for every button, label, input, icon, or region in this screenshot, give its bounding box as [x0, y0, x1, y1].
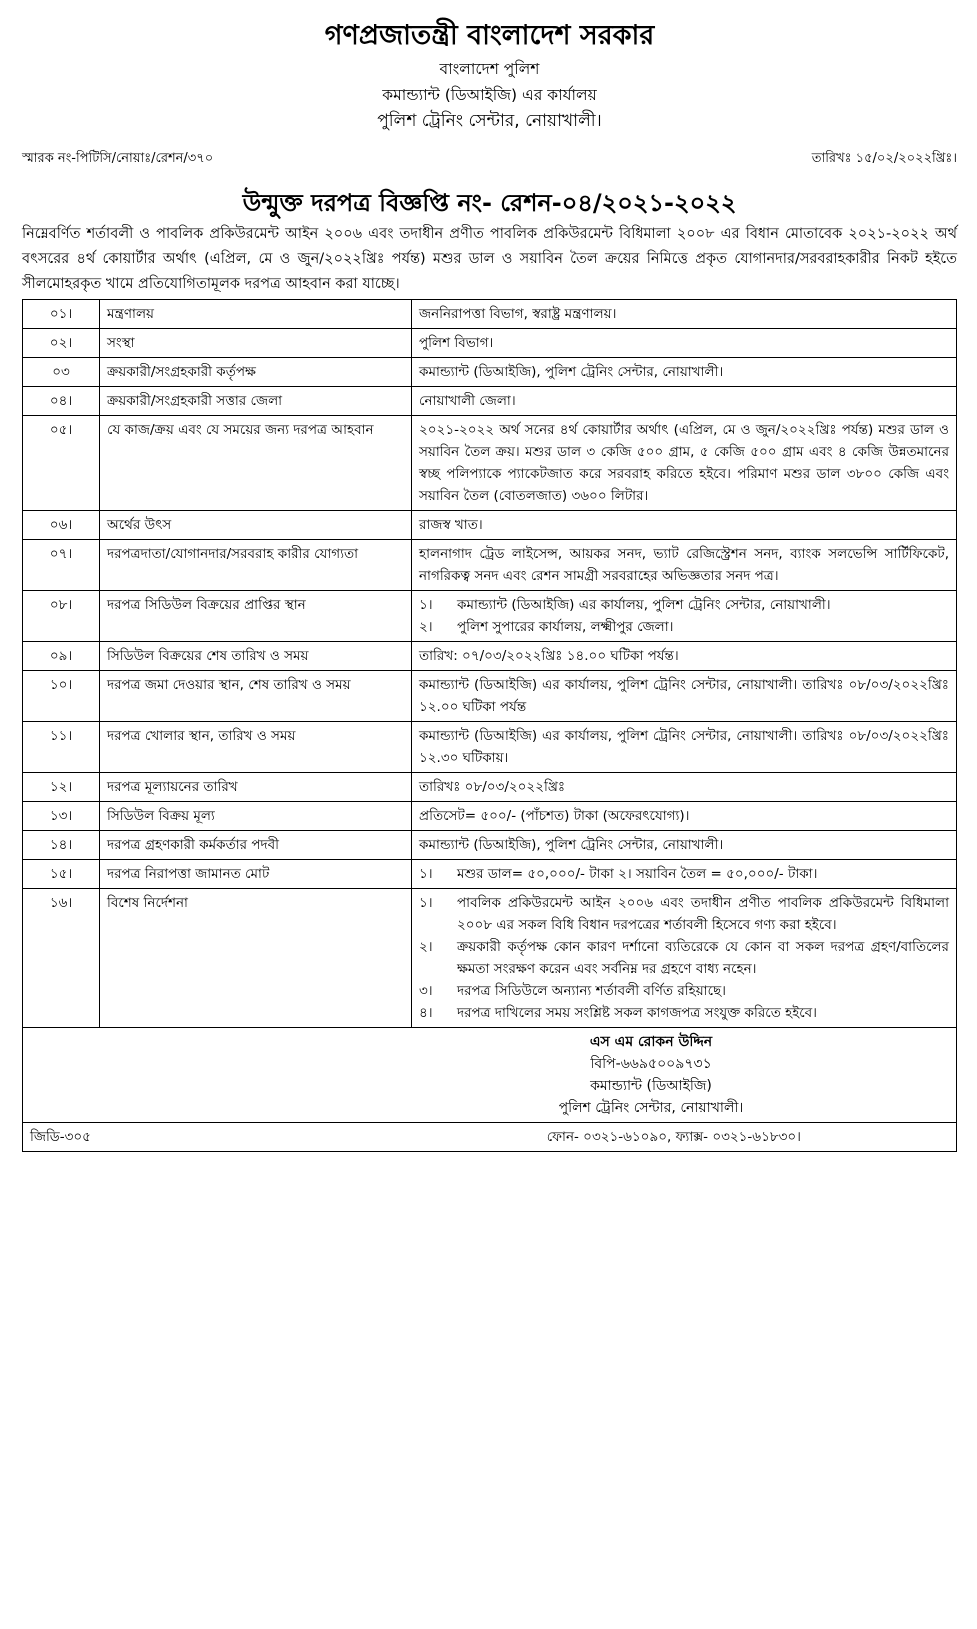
memo-row: [22, 148, 957, 170]
tender-table: [22, 299, 957, 1152]
row-item: ক্রয়কারী/সংগ্রহকারী কর্তৃপক্ষ: [100, 358, 412, 387]
row-value: নোয়াখালী জেলা।: [412, 387, 957, 416]
table-row: [23, 416, 957, 511]
row-number: ০৬।: [23, 511, 100, 540]
row-value: কমান্ড্যান্ট (ডিআইজি) এর কার্যালয়, পুলিশ ট্রেনিং সেন্টার, নোয়াখালী। তারিখঃ ০৮/০৩/২০২২খ্রিঃ ১২.৩০ ঘটিকায়।: [412, 722, 957, 773]
row-value: তারিখঃ ০৮/০৩/২০২২খ্রিঃ: [412, 773, 957, 802]
sub-item: [419, 594, 949, 616]
row-value: [412, 889, 957, 1028]
row-item: দরপত্র গ্রহণকারী কর্মকর্তার পদবী: [100, 831, 412, 860]
government-title: গণপ্রজাতন্ত্রী বাংলাদেশ সরকার: [324, 20, 655, 51]
sub-item-number: ১।: [419, 866, 433, 882]
table-row: [23, 540, 957, 591]
department-line: বাংলাদেশ পুলিশ: [439, 60, 540, 78]
signatory-designation: কমান্ড্যান্ট (ডিআইজি): [590, 1078, 712, 1094]
row-item: মন্ত্রণালয়: [100, 300, 412, 329]
row-number: ১১।: [23, 722, 100, 773]
row-value: রাজস্ব খাত।: [412, 511, 957, 540]
row-number: ১৬।: [23, 889, 100, 1028]
notice-title: উন্মুক্ত দরপত্র বিজ্ঞপ্তি নং- রেশন-০৪/২০২১-২০২২: [242, 189, 737, 217]
office-line: কমান্ড্যান্ট (ডিআইজি) এর কার্যালয়: [382, 86, 597, 104]
row-number: ০২।: [23, 329, 100, 358]
sub-item-text: মশুর ডাল= ৫০,০০০/- টাকা ২। সয়াবিন তৈল = ৫০,০০০/- টাকা।: [457, 866, 818, 882]
row-item: সিডিউল বিক্রয় মূল্য: [100, 802, 412, 831]
row-value: [412, 860, 957, 889]
sub-item-number: ২।: [419, 939, 433, 955]
row-item: সিডিউল বিক্রয়ের শেষ তারিখ ও সময়: [100, 642, 412, 671]
row-number: ১৫।: [23, 860, 100, 889]
row-value: [412, 591, 957, 642]
sub-item-text: ক্রয়কারী কর্তৃপক্ষ কোন কারণ দর্শানো ব্যতিরেকে যে কোন বা সকল দরপত্র গ্রহণ/বাতিলের ক্ষমতা সংরক্ষণ করেন এবং সর্বনিম্ন দর গ্রহণে বাধ্য নহেন।: [457, 939, 949, 977]
sub-item-text: কমান্ড্যান্ট (ডিআইজি) এর কার্যালয়, পুলিশ ট্রেনিং সেন্টার, নোয়াখালী।: [457, 597, 831, 613]
sub-item-text: পাবলিক প্রকিউরমেন্ট আইন ২০০৬ এবং তদাধীন প্রণীত পাবলিক প্রকিউরমেন্ট বিধিমালা ২০০৮ এর সকল বিধি বিধান দরপত্রের শর্তাবলী হিসেবে গণ্য করা হইবে।: [457, 895, 949, 933]
row-number: ০১।: [23, 300, 100, 329]
table-row: [23, 387, 957, 416]
row-item: বিশেষ নির্দেশনা: [100, 889, 412, 1028]
sub-item-number: ৪।: [419, 1005, 433, 1021]
row-item: সংস্থা: [100, 329, 412, 358]
row-number: ১৩।: [23, 802, 100, 831]
footer-contact: ফোন- ০৩২১-৬১০৯০, ফ্যাক্স- ০৩২১-৬১৮৩০।: [546, 1129, 801, 1145]
sub-item-number: ৩।: [419, 983, 433, 999]
table-row: [23, 358, 957, 387]
row-value: হালনাগাদ ট্রেড লাইসেন্স, আয়কর সনদ, ভ্যাট রেজিস্ট্রেশন সনদ, ব্যাংক সলভেন্সি সার্টিফিকেট, নাগরিকত্ব সনদ এবং রেশন সামগ্রী সরবরাহের অভিজ্ঞতার সনদ পত্র।: [412, 540, 957, 591]
row-value: প্রতিসেট= ৫০০/- (পাঁচশত) টাকা (অফেরৎযোগ্য)।: [412, 802, 957, 831]
row-item: দরপত্র জমা দেওয়ার স্থান, শেষ তারিখ ও সময়: [100, 671, 412, 722]
row-number: ১০।: [23, 671, 100, 722]
table-row: [23, 642, 957, 671]
sub-item-number: ১।: [419, 597, 433, 613]
row-value: জননিরাপত্তা বিভাগ, স্বরাষ্ট্র মন্ত্রণালয়।: [412, 300, 957, 329]
row-item: দরপত্র সিডিউল বিক্রয়ের প্রাপ্তির স্থান: [100, 591, 412, 642]
table-row: [23, 889, 957, 1028]
footer-code: জিডি-৩০৫: [30, 1129, 91, 1145]
notice-header: [22, 16, 957, 134]
sub-item-text: দরপত্র দাখিলের সময় সংশ্লিষ্ট সকল কাগজপত্র সংযুক্ত করিতে হইবে।: [457, 1005, 818, 1021]
sub-item: [419, 1002, 949, 1024]
sub-item-text: পুলিশ সুপারের কার্যালয়, লক্ষ্মীপুর জেলা।: [457, 619, 674, 635]
location-line: পুলিশ ট্রেনিং সেন্টার, নোয়াখালী।: [377, 111, 602, 131]
table-row: [23, 671, 957, 722]
tender-table-body: [23, 300, 957, 1028]
memo-date: তারিখঃ ১৫/০২/২০২২খ্রিঃ।: [811, 150, 957, 166]
sub-item: [419, 936, 949, 980]
row-item: যে কাজ/ক্রয় এবং যে সময়ের জন্য দরপত্র আহবান: [100, 416, 412, 511]
row-number: ০৯।: [23, 642, 100, 671]
table-row: [23, 860, 957, 889]
sub-item-text: দরপত্র সিডিউলে অন্যান্য শর্তাবলী বর্ণিত রহিয়াছে।: [457, 983, 727, 999]
row-item: দরপত্র খোলার স্থান, তারিখ ও সময়: [100, 722, 412, 773]
row-item: দরপত্র মূল্যায়নের তারিখ: [100, 773, 412, 802]
row-number: ০৭।: [23, 540, 100, 591]
sub-item-number: ১।: [419, 895, 433, 911]
table-row: [23, 773, 957, 802]
signatory-bp: বিপি-৬৬৯৫০০৯৭৩১: [590, 1056, 712, 1072]
table-row: [23, 722, 957, 773]
sub-item-number: ২।: [419, 619, 433, 635]
signature-row: [23, 1028, 957, 1123]
signatory-office: পুলিশ ট্রেনিং সেন্টার, নোয়াখালী।: [558, 1100, 744, 1116]
sub-item: [419, 863, 949, 885]
row-number: ০৫।: [23, 416, 100, 511]
memo-number: স্মারক নং-পিটিসি/নোয়াঃ/রেশন/৩৭০: [22, 150, 214, 166]
table-row: [23, 591, 957, 642]
sub-item: [419, 980, 949, 1002]
table-row: [23, 300, 957, 329]
row-value: কমান্ড্যান্ট (ডিআইজি) এর কার্যালয়, পুলিশ ট্রেনিং সেন্টার, নোয়াখালী। তারিখঃ ০৮/০৩/২০২২খ্রিঃ ১২.০০ ঘটিকা পর্যন্ত: [412, 671, 957, 722]
row-value: তারিখ: ০৭/০৩/২০২২খ্রিঃ ১৪.০০ ঘটিকা পর্যন্ত।: [412, 642, 957, 671]
sub-item: [419, 616, 949, 638]
row-number: ০৮।: [23, 591, 100, 642]
signatory-name: এস এম রোকন উদ্দিন: [589, 1034, 713, 1050]
row-item: অর্থের উৎস: [100, 511, 412, 540]
footer-cell: [23, 1123, 957, 1152]
row-number: ১৪।: [23, 831, 100, 860]
signature-section: [23, 1028, 957, 1152]
signature-cell: [23, 1028, 957, 1123]
row-number: ০৪।: [23, 387, 100, 416]
row-item: ক্রয়কারী/সংগ্রহকারী সত্তার জেলা: [100, 387, 412, 416]
row-value: কমান্ড্যান্ট (ডিআইজি), পুলিশ ট্রেনিং সেন্টার, নোয়াখালী।: [412, 831, 957, 860]
sub-item: [419, 892, 949, 936]
row-value: কমান্ড্যান্ট (ডিআইজি), পুলিশ ট্রেনিং সেন্টার, নোয়াখালী।: [412, 358, 957, 387]
footer-row: [23, 1123, 957, 1152]
table-row: [23, 831, 957, 860]
table-row: [23, 511, 957, 540]
intro-paragraph: নিম্নেবর্ণিত শর্তাবলী ও পাবলিক প্রকিউরমেন্ট আইন ২০০৬ এবং তদাধীন প্রণীত পাবলিক প্রকিউরমেন্ট বিধিমালা ২০০৮ এর বিধান মোতাবেক ২০২১-২০২২ অর্থ বৎসরের ৪র্থ কোয়ার্টার অর্থাৎ (এপ্রিল, মে ও জুন/২০২২খ্রিঃ পর্যন্ত) মশুর ডাল ও সয়াবিন তৈল ক্রয়ের নিমিত্তে প্রকৃত যোগানদার/সরবরাহকারীর নিকট হইতে সীলমোহরকৃত খামে প্রতিযোগিতামূলক দরপত্র আহবান করা যাচ্ছে।: [22, 226, 957, 292]
row-value: ২০২১-২০২২ অর্থ সনের ৪র্থ কোয়ার্টার অর্থাৎ (এপ্রিল, মে ও জুন/২০২২খ্রিঃ পর্যন্ত) মশুর ডাল ও সয়াবিন তৈল ক্রয়। মশুর ডাল ৩ কেজি ৫০০ গ্রাম, ৫ কেজি ৫০০ গ্রাম এবং ৪ কেজি উন্নতমানের স্বচ্ছ পলিপ্যাকে প্যাকেটজাত করে সরবরাহ করিতে হইবে। পরিমাণ মশুর ডাল ৩৮০০ কেজি এবং সয়াবিন তৈল (বোতলজাত) ৩৬০০ লিটার।: [412, 416, 957, 511]
row-number: ০৩: [23, 358, 100, 387]
table-row: [23, 802, 957, 831]
row-item: দরপত্রদাতা/যোগানদার/সরবরাহ কারীর যোগ্যতা: [100, 540, 412, 591]
table-row: [23, 329, 957, 358]
row-value: পুলিশ বিভাগ।: [412, 329, 957, 358]
row-item: দরপত্র নিরাপত্তা জামানত মোট: [100, 860, 412, 889]
row-number: ১২।: [23, 773, 100, 802]
